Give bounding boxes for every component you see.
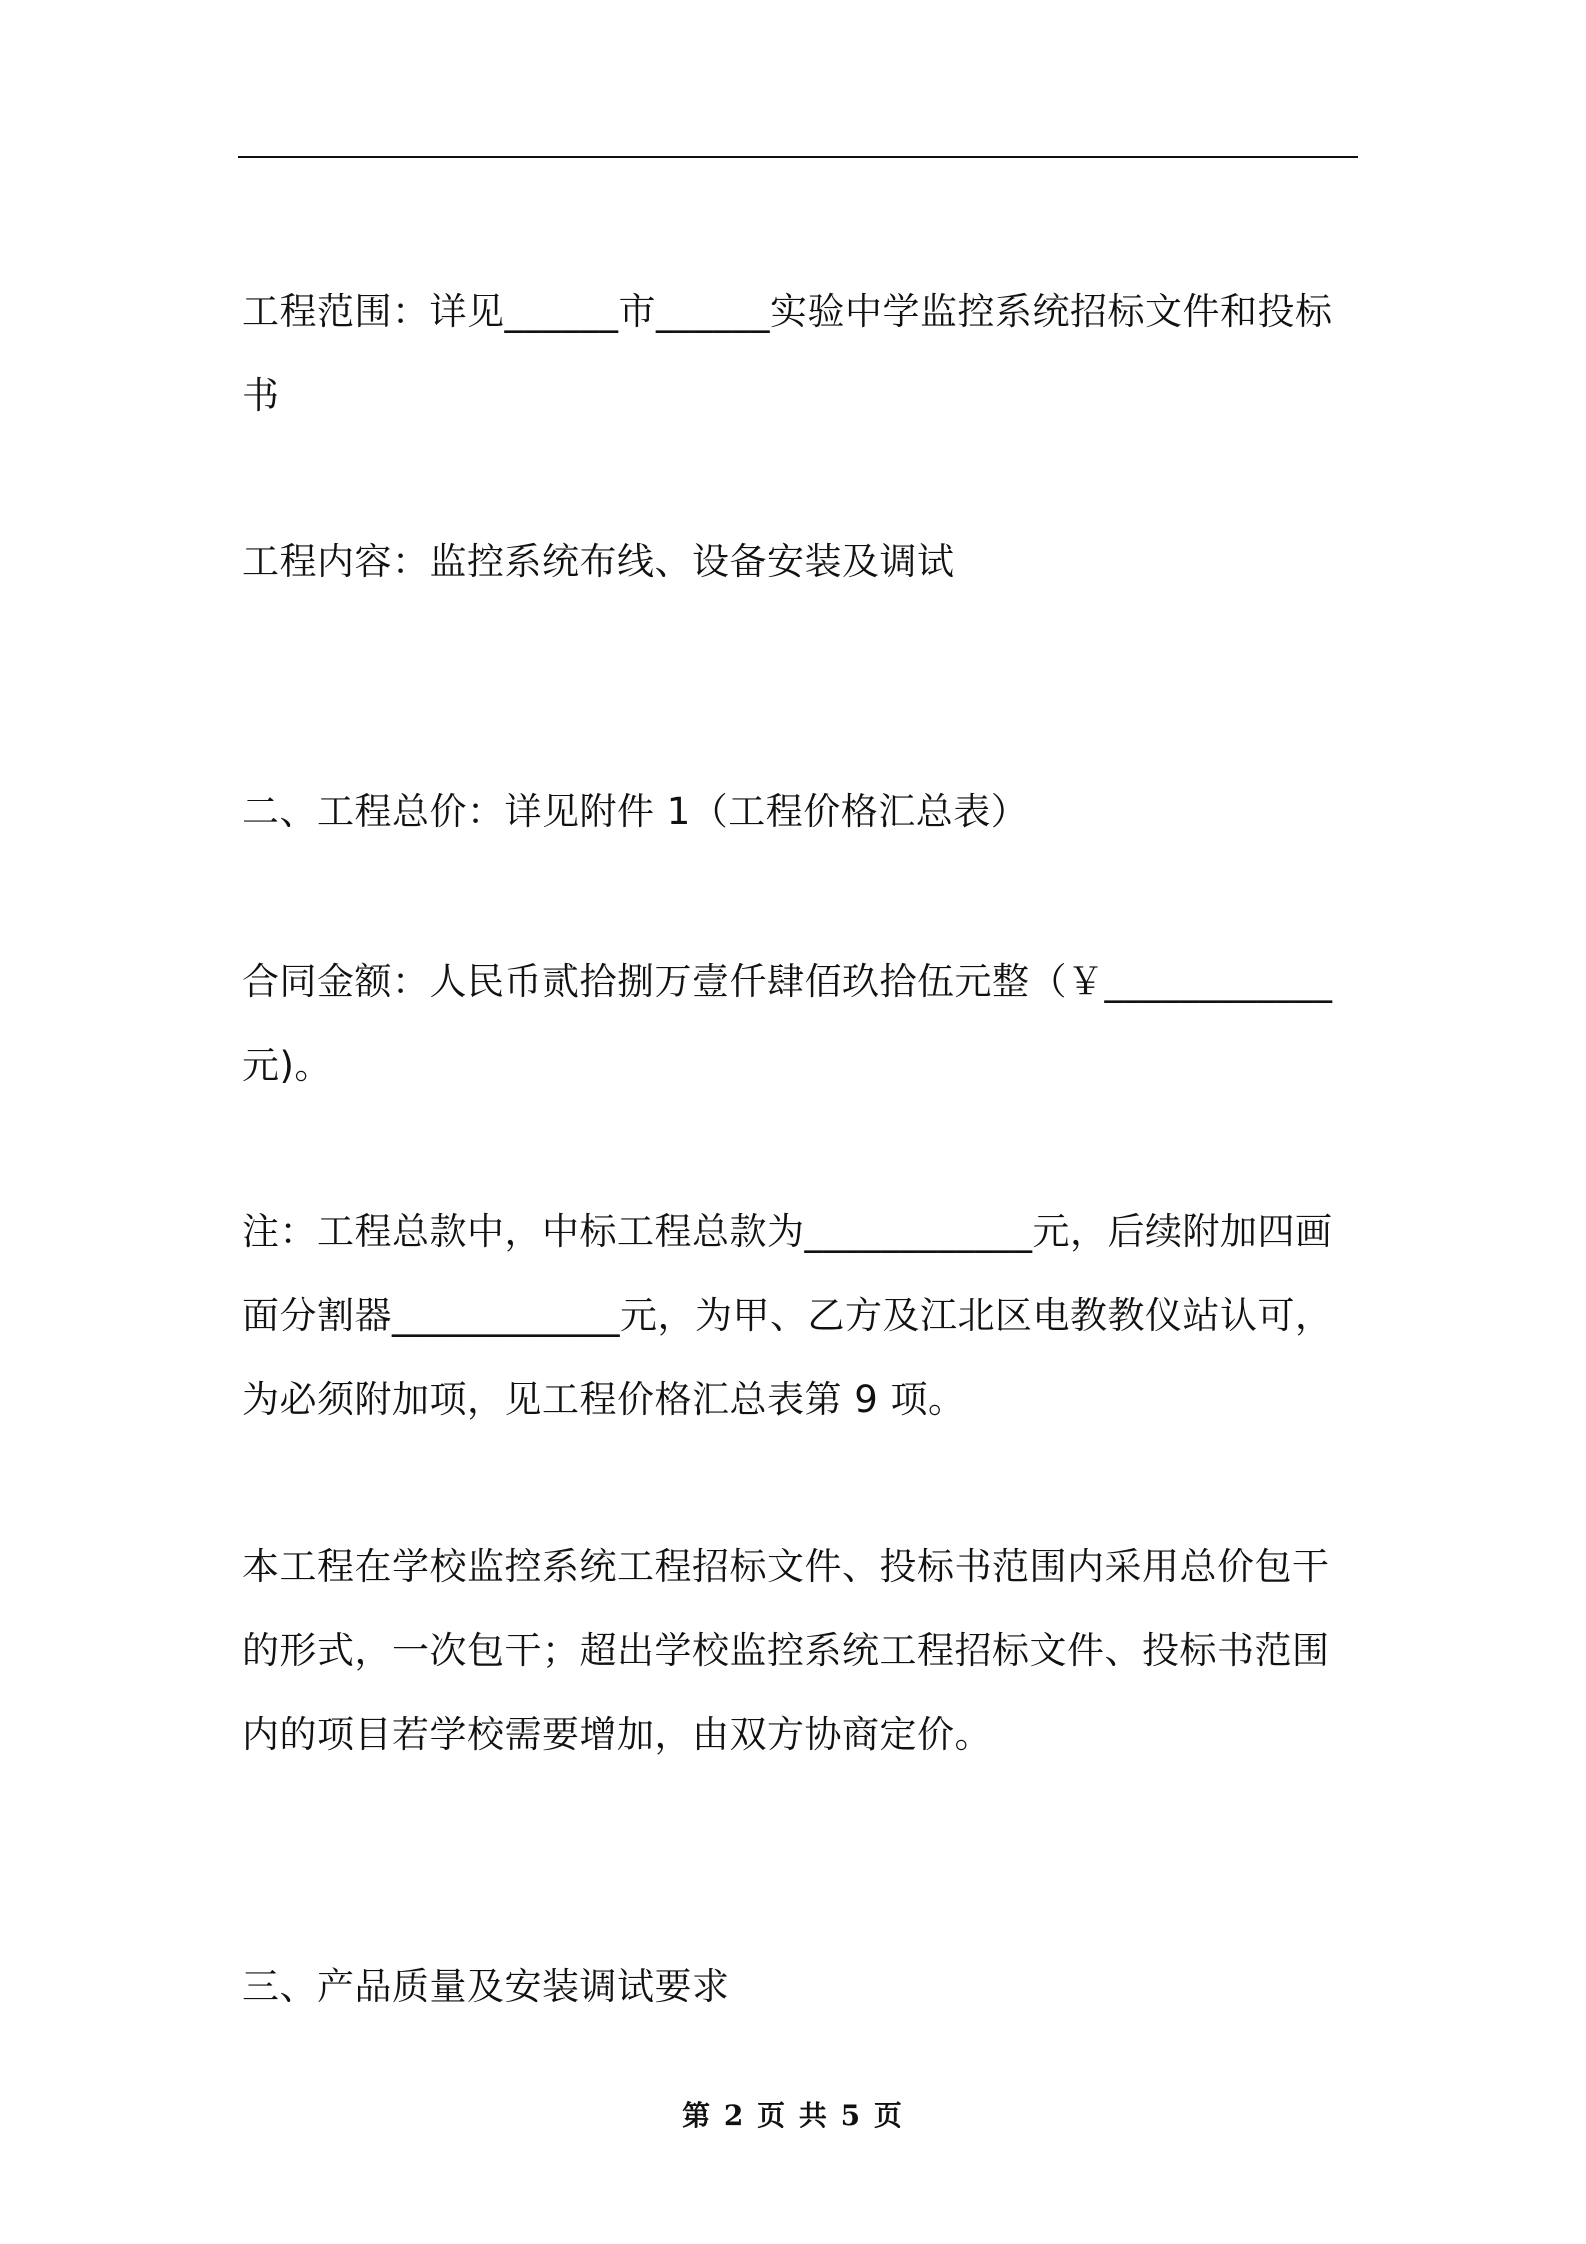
paragraph-content: 工程内容：监控系统布线、设备安装及调试 [242,540,955,583]
page-number-footer: 第 2 页 共 5 页 [682,2099,904,2132]
paragraph-note: 注：工程总款中，中标工程总款为____________元，后续附加四画面分割器____________元，为甲、乙方及江北区电教教仪站认可，为必须附加项，见工程价格汇总表第 9 项。 [242,1210,1333,1421]
paragraph-scope: 工程范围：详见______市______实验中学监控系统招标文件和投标书 [242,290,1333,417]
paragraph-contract-amount: 合同金额：人民币贰拾捌万壹仟肆佰玖拾伍元整（￥____________元)。 [242,960,1333,1087]
section-heading-total-price: 二、工程总价：详见附件 1（工程价格汇总表） [242,790,1029,833]
section-heading-quality: 三、产品质量及安装调试要求 [242,1965,730,2008]
header-rule [238,156,1358,158]
paragraph-lump-sum: 本工程在学校监控系统工程招标文件、投标书范围内采用总价包干的形式，一次包干；超出学校监控系统工程招标文件、投标书范围内的项目若学校需要增加，由双方协商定价。 [242,1545,1330,1756]
